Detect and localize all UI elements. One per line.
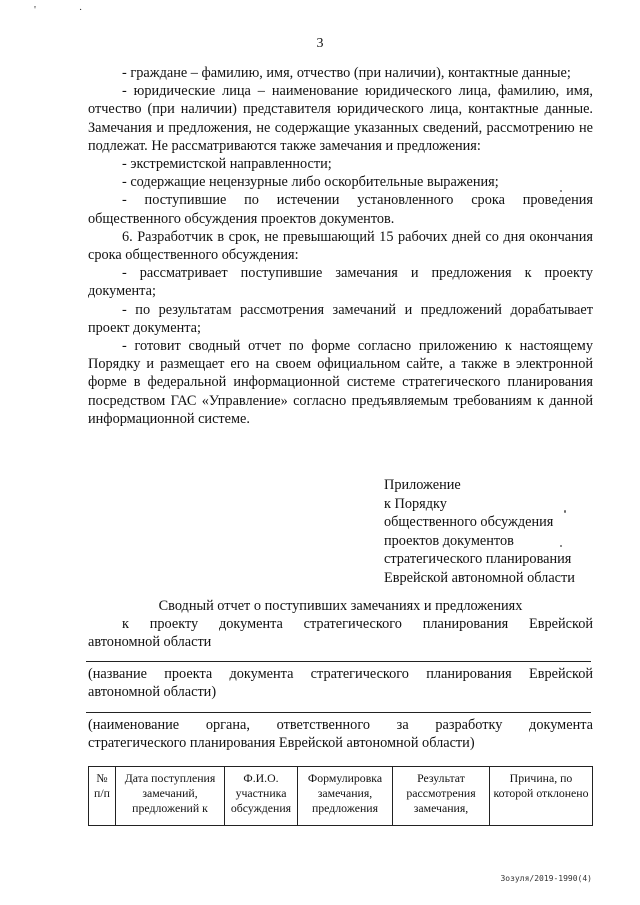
appendix-line: Еврейской автономной области <box>384 569 575 586</box>
table-header-cell: Причина, по которой отклонено <box>490 767 593 826</box>
paragraph: - юридические лица – наименование юридического лица, фамилию, имя, отчество (при наличии) представителя юридического лица, контактные данные. Замечания и предложения, не содержащие указанных сведений, рассмотрению не подлежат. Не рассматриваются также замечания и предложения: <box>88 83 593 154</box>
appendix-line: общественного обсуждения <box>384 514 554 531</box>
caption-responsible-body <box>88 716 593 752</box>
scan-speck <box>560 545 562 547</box>
report-title-line: Сводный отчет о поступивших замечаниях и предложениях <box>158 598 523 614</box>
table-header-cell: Формулировка замечания, предложения <box>298 767 393 826</box>
scan-speck <box>560 190 562 192</box>
appendix-block <box>384 476 575 588</box>
main-text <box>88 64 593 428</box>
table-header-cell: Ф.И.О. участника обсуждения <box>225 767 298 826</box>
appendix-line: к Порядку <box>384 495 447 512</box>
appendix-line: Приложение <box>384 477 461 493</box>
report-title-line: к проекту документа стратегического планирования Еврейской <box>122 616 593 633</box>
table-header-cell: Дата поступления замечаний, предложений к <box>116 767 225 826</box>
caption-project-name <box>88 665 593 701</box>
paragraph: - граждане – фамилию, имя, отчество (при наличии), контактные данные; <box>122 65 571 81</box>
report-table <box>88 766 593 826</box>
paragraph: - экстремистской направленности; <box>122 156 332 173</box>
blank-fill-line <box>86 712 591 713</box>
table-header-cell: Результат рассмотрения замечания, <box>393 767 490 826</box>
report-title-line: автономной области <box>88 634 212 651</box>
paragraph: - содержащие нецензурные либо оскорбительные выражения; <box>122 174 499 191</box>
scan-marks: ' · <box>34 4 103 16</box>
page-number: 3 <box>316 36 324 51</box>
table-header-row <box>89 767 593 826</box>
paragraph: - готовит сводный отчет по форме согласно приложению к настоящему Порядку и размещает его на своем официальном сайте, а также в электронной форме в федеральной информационной системе стратегического планирования посредством ГАС «Управление» согласно предъявляемым требованиям к данной информационной системе. <box>88 338 593 427</box>
document-code: Зозуля/2019-1990(4) <box>500 874 592 883</box>
caption-line: автономной области) <box>88 684 217 701</box>
appendix-line: стратегического планирования <box>384 551 572 568</box>
caption-line: (название проекта документа стратегического планирования Еврейской <box>88 666 593 682</box>
caption-line: (наименование органа, ответственного за разработку документа <box>88 717 593 733</box>
blank-fill-line <box>86 661 591 662</box>
paragraph: - поступившие по истечении установленного срока проведения общественного обсуждения проектов документов. <box>88 192 593 227</box>
paragraph: - по результатам рассмотрения замечаний и предложений дорабатывает проект документа; <box>88 301 593 336</box>
report-title <box>88 597 593 652</box>
paragraph: - рассматривает поступившие замечания и предложения к проекту документа; <box>88 265 593 300</box>
table-header-cell: № п/п <box>89 767 116 826</box>
scan-speck <box>564 510 566 513</box>
paragraph: 6. Разработчик в срок, не превышающий 15 рабочих дней со дня окончания срока общественного обсуждения: <box>88 228 593 264</box>
caption-line: стратегического планирования Еврейской автономной области) <box>88 735 475 752</box>
appendix-line: проектов документов <box>384 532 514 549</box>
